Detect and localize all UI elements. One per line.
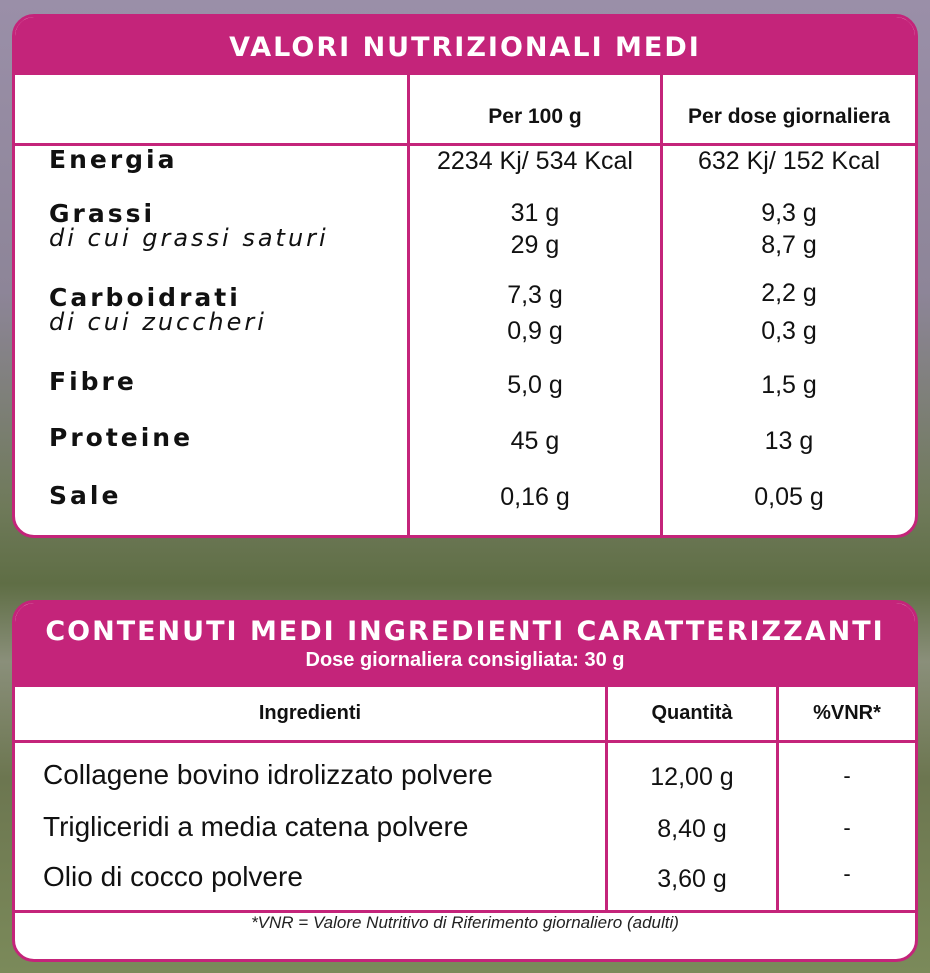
ingredient-vnr: - — [843, 815, 851, 840]
col-vnr-header: %VNR* — [813, 702, 881, 724]
col-quantity-header: Quantità — [651, 702, 733, 724]
proteine-per100: 45 g — [510, 427, 560, 455]
energia-per100: 2234 Kj/ 534 Kcal — [437, 147, 633, 175]
fibre-perdose: 1,5 g — [761, 371, 817, 399]
row-label-proteine: Proteine — [49, 423, 194, 452]
zuccheri-per100: 0,9 g — [507, 317, 563, 345]
nutrition-panel — [12, 14, 918, 538]
header-divider — [15, 740, 915, 743]
col-perdose-header: Per dose giornaliera — [688, 105, 890, 128]
ingredient-quantity: 3,60 g — [657, 865, 727, 893]
ingredient-name: Olio di cocco polvere — [43, 861, 303, 892]
ingredients-panel — [12, 600, 918, 962]
proteine-perdose: 13 g — [764, 427, 814, 455]
ingredient-quantity: 8,40 g — [657, 815, 727, 843]
ingredients-subtitle: Dose giornaliera consigliata: 30 g — [305, 649, 625, 671]
row-label-carboidrati: Carboidrati di cui zuccheri — [49, 283, 267, 336]
vnr-footnote: *VNR = Valore Nutritivo di Riferimento giornaliero (adulti) — [251, 913, 679, 932]
row-label-sale: Sale — [49, 481, 122, 510]
ingredient-vnr: - — [843, 763, 851, 788]
nutrition-title: VALORI NUTRIZIONALI MEDI — [15, 17, 915, 75]
sale-perdose: 0,05 g — [754, 483, 824, 511]
saturi-per100: 29 g — [510, 231, 560, 259]
energia-perdose: 632 Kj/ 152 Kcal — [697, 147, 881, 175]
zuccheri-perdose: 0,3 g — [761, 317, 817, 345]
ingredient-name: Collagene bovino idrolizzato polvere — [43, 759, 493, 790]
row-label-energia: Energia — [49, 145, 178, 174]
saturi-perdose: 8,7 g — [761, 231, 817, 259]
grassi-per100: 31 g — [510, 199, 560, 227]
ingredient-quantity: 12,00 g — [650, 763, 734, 791]
ingredient-vnr: - — [843, 861, 851, 886]
fibre-per100: 5,0 g — [507, 371, 563, 399]
grassi-perdose: 9,3 g — [761, 199, 817, 227]
col-ingredient-header: Ingredienti — [258, 702, 362, 724]
sale-per100: 0,16 g — [500, 483, 570, 511]
row-label-grassi-saturi: di cui grassi saturi — [49, 224, 329, 252]
row-label-fibre: Fibre — [49, 367, 137, 396]
row-label-zuccheri: di cui zuccheri — [49, 308, 267, 336]
ingredients-title: CONTENUTI MEDI INGREDIENTI CARATTERIZZANTI — [45, 616, 885, 647]
carboidrati-per100: 7,3 g — [507, 281, 563, 309]
col-per100-header: Per 100 g — [488, 105, 582, 128]
ingredient-name: Trigliceridi a media catena polvere — [43, 811, 469, 842]
carboidrati-perdose: 2,2 g — [761, 279, 817, 307]
ingredients-header — [15, 603, 915, 687]
row-label-grassi: Grassi di cui grassi saturi — [49, 199, 329, 252]
